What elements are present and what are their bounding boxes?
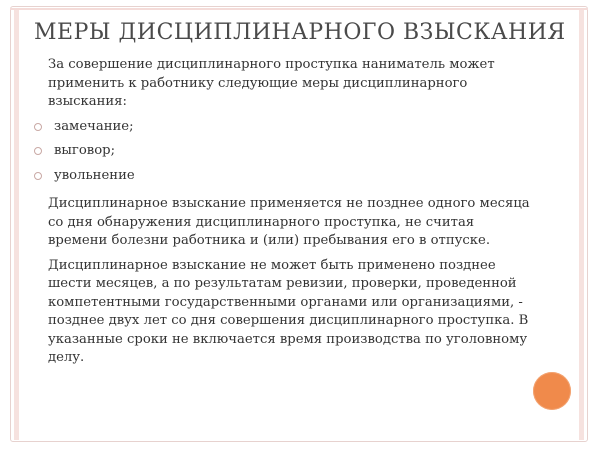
list-item-label: замечание; xyxy=(54,118,134,134)
orange-circle-decoration xyxy=(533,372,571,410)
bullet-ring-icon xyxy=(34,123,42,131)
penalty-list xyxy=(34,118,534,186)
intro-paragraph: За совершение дисциплинарного проступка наниматель может применить к работнику следующие меры дисциплинарного взыскания: xyxy=(48,57,495,109)
bullet-ring-icon xyxy=(34,147,42,155)
slide-content xyxy=(34,56,534,368)
right-decorative-band xyxy=(579,10,584,440)
list-item-label: выговор; xyxy=(54,143,116,158)
frame-top-line xyxy=(10,8,588,10)
left-decorative-band xyxy=(14,10,19,440)
list-item xyxy=(34,167,534,186)
list-item-label: увольнение xyxy=(54,167,135,183)
timing-paragraph: Дисциплинарное взыскание применяется не позднее одного месяца со дня обнаружения дисциплинарного проступка, не считая времени болезни работника и (или) пребывания его в отпуске. xyxy=(48,196,530,248)
limitation-paragraph: Дисциплинарное взыскание не может быть применено позднее шести месяцев, а по результатам ревизии, проверки, проведенной компетентными государственными органами или организациями, - позднее двух лет со дня совершения дисциплинарного проступка. В указанные сроки не включается время производства по уголовному делу. xyxy=(48,257,529,365)
list-item xyxy=(34,142,534,161)
slide-title: МЕРЫ ДИСЦИПЛИНАРНОГО ВЗЫСКАНИЯ xyxy=(34,20,566,45)
bullet-ring-icon xyxy=(34,172,42,180)
list-item xyxy=(34,118,534,137)
